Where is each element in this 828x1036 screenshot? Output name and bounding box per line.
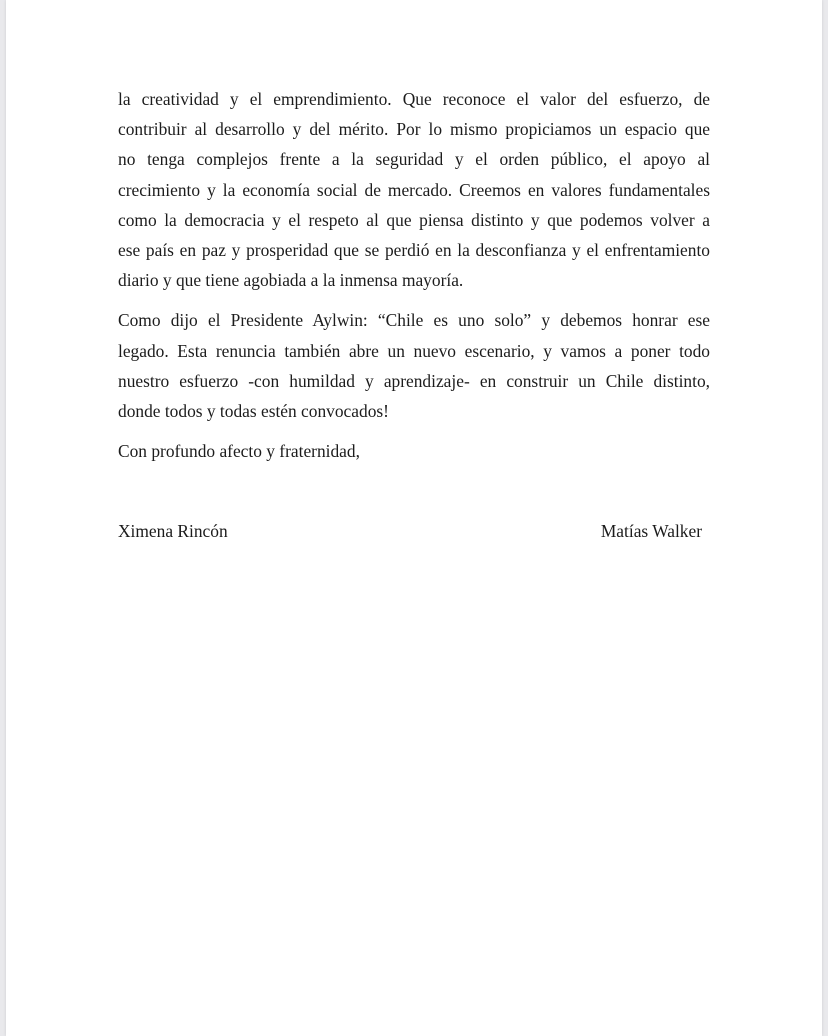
paragraph-2 [118,305,710,426]
paragraph-1-line: crecimiento y la economía social de mercado. Creemos en valores fundamentales [118,179,710,200]
signature-left: Ximena Rincón [118,521,228,541]
paragraph-1 [118,84,710,295]
paragraph-2-line: donde todos y todas estén convocados! [118,401,389,422]
closing-line: Con profundo afecto y fraternidad, [118,441,360,462]
paragraph-2-line: legado. Esta renuncia también abre un nuevo escenario, y vamos a poner todo [118,340,710,361]
paragraph-1-line: como la democracia y el respeto al que piensa distinto y que podemos volver a [118,209,710,230]
paragraph-1-line: diario y que tiene agobiada a la inmensa mayoría. [118,270,464,291]
signature-right: Matías Walker [600,521,702,541]
paragraph-2-line: nuestro esfuerzo -con humildad y aprendizaje- en construir un Chile distinto, [118,370,710,391]
paragraph-1-line: contribuir al desarrollo y del mérito. Por lo mismo propiciamos un espacio que [118,119,710,140]
paragraph-2-line: Como dijo el Presidente Aylwin: “Chile es uno solo” y debemos honrar ese [118,310,710,331]
document-page [6,0,822,1036]
paragraph-1-line: no tenga complejos frente a la seguridad y el orden público, el apoyo al [118,149,710,170]
signature-block [118,516,702,546]
letter-body [118,84,710,466]
paragraph-1-line: ese país en paz y prosperidad que se perdió en la desconfianza y el enfrentamiento [118,240,710,261]
paragraph-1-line: la creatividad y el emprendimiento. Que reconoce el valor del esfuerzo, de [118,89,710,109]
